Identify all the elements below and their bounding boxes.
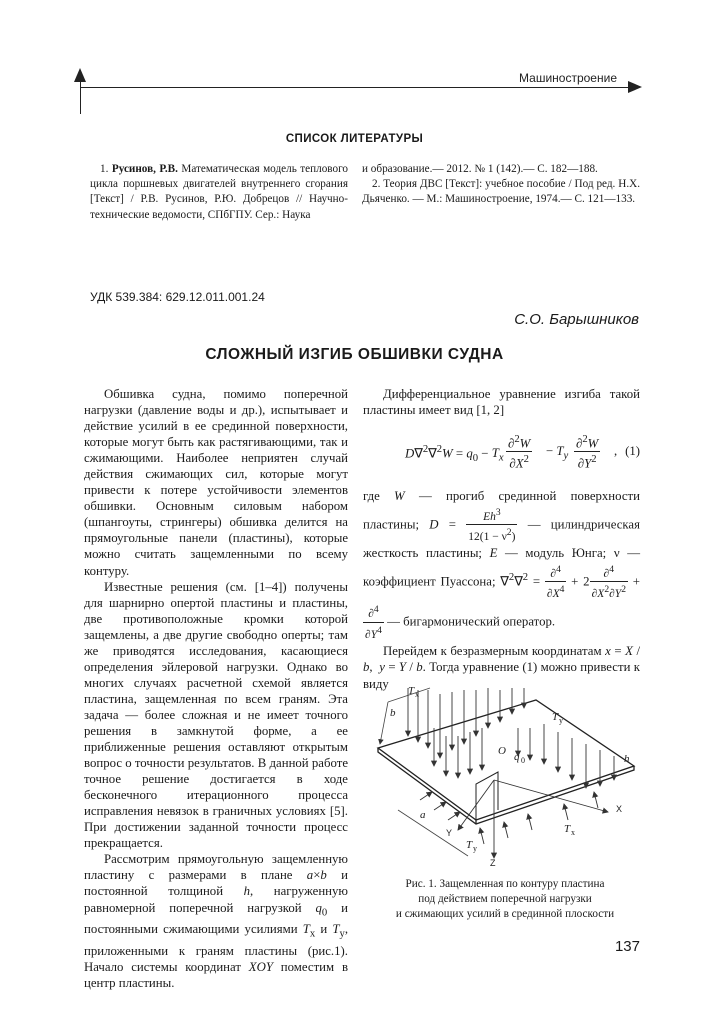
svg-text:x: x — [571, 828, 575, 837]
label-ty-bottom: T — [466, 839, 473, 851]
reference-1: 1. Русинов, Р.В. Математическая модель теплового цикла поршневых двигателей внутреннего сгорания [Текст] / Р.В. Русинов, Р.Ю. Добрецов // Научно-технические ведомости, СПбГПУ. Сер.: Наука — [90, 163, 348, 221]
svg-text:y: y — [559, 716, 563, 725]
header-rule — [80, 87, 635, 88]
svg-text:y: y — [473, 844, 477, 853]
label-tx-left: T — [408, 685, 415, 697]
label-x: X — [616, 804, 623, 814]
svg-text:x: x — [415, 690, 419, 699]
label-b: b — [390, 707, 396, 719]
references-heading: СПИСОК ЛИТЕРАТУРЫ — [285, 133, 424, 145]
page-number: 137 — [614, 938, 640, 955]
reference-2: 2. Теория ДВС [Текст]: учебное пособие / Под ред. Н.Х. Дьяченко. — М.: Машиностроение, 1974.— С. 121—133. — [362, 178, 640, 206]
paragraph-3: Рассмотрим прямоугольную защемленную пластину с размерами в плане a×b и постоянной толщиной h, нагруженную равномерной поперечной нагрузкой $q_0$ и постоянными сжимающими усилиями $T_x$ и $T_y$, приложенными к граням пластины (рис.1). Начало системы координат XOY поместим в центр пластины. — [84, 852, 349, 990]
journal-section: Машиностроение — [519, 71, 617, 85]
right-column-top — [363, 386, 640, 418]
udk-code: УДК 539.384: 629.12.011.001.24 — [90, 290, 265, 304]
paragraph-r2: где W — прогиб срединной поверхности пластины; D = $\frac{Eh^3}{12(1 - \nu^2)}$ — цилиндрическая жесткость пластины; E — модуль Юнга; ν — коэффициент Пуассона; ∇$^2$∇$^2$ = $\frac{\partial^4}{\partial X^4}$ + 2 $\frac{\partial^4}{\partial X^2\partial Y^2}$ + $\frac{\partial^4}{\partial Y^4}$ — бигармонический оператор. — [363, 489, 641, 641]
article-title: СЛОЖНЫЙ ИЗГИБ ОБШИВКИ СУДНА — [205, 346, 504, 363]
svg-text:0: 0 — [521, 756, 525, 765]
label-o: O — [498, 745, 506, 757]
reference-1-cont: и образование.— 2012. № 1 (142).— С. 182—188. — [362, 163, 598, 175]
label-ty-top: T — [552, 711, 559, 723]
vertical-axis-line — [80, 78, 81, 114]
references-column-right — [362, 162, 640, 208]
label-a: a — [420, 809, 426, 821]
article-author: С.О. Барышников — [514, 311, 639, 328]
figure-caption: Рис. 1. Защемленная по контуру пластина под действием поперечной нагрузки и сжимающих усилий в срединной плоскости — [395, 878, 615, 920]
paragraph-1: Обшивка судна, помимо поперечной нагрузки (давление воды и др.), испытывает и действие усилий в ее срединной поверхности, которые могут быть как растягивающими, так и сжимающими. Наиболее неприятен случай действия сжимающих сил, которые могут привести к потере устойчивости элементов обшивки. Основным силовым набором (шпангоуты, стрингеры) обшивка делится на прямоугольные панели (пластины), которые можно считать защемленными по всему контуру. — [84, 387, 348, 578]
paragraph-r3: Перейдем к безразмерным координатам x = X / b, y = Y / b. Тогда уравнение (1) можно привести к виду — [363, 643, 640, 691]
label-h: h — [624, 753, 630, 765]
label-z: Z — [490, 858, 496, 868]
label-tx-right: T — [564, 823, 571, 835]
plate-figure — [368, 680, 640, 870]
equation-1: $D\nabla^2\nabla^2W = q_0 - T_x$ $\frac{\partial^2W}{\partial X^2}$ − $T_y$ $\frac{\partial^2W}{\partial Y^2}$ , (1) — [405, 434, 640, 471]
label-q0: q — [514, 751, 520, 763]
label-y: Y — [446, 828, 453, 838]
paragraph-r1: Дифференциальное уравнение изгиба такой пластины имеет вид [1, 2] — [363, 387, 640, 418]
left-column — [84, 386, 348, 991]
references-column-left — [90, 162, 348, 223]
horizontal-arrow-head-icon — [628, 81, 642, 93]
equation-number: (1) — [625, 444, 640, 458]
right-column-mid — [363, 488, 640, 692]
paragraph-2: Известные решения (см. [1–4]) получены для шарнирно опертой пластины и пластины, две противоположные кромки которой защемлены, а две другие свободно оперты; там же приводятся исследования, касающиеся определения эйлеровой нагрузки. Однако во многих случаях расчетной схемой является пластина, защемленная по всем граням. Эта задача — более сложная и не имеет точного решения в замкнутой форме, а ее приближенные решения оставляют открытым вопрос о точности результатов. В данной работе точное решение достигается в ходе бесконечного итерационного процесса исправления невязок в граничных условиях [5]. При достижении заданной точности процесс прекращается. — [84, 579, 348, 851]
